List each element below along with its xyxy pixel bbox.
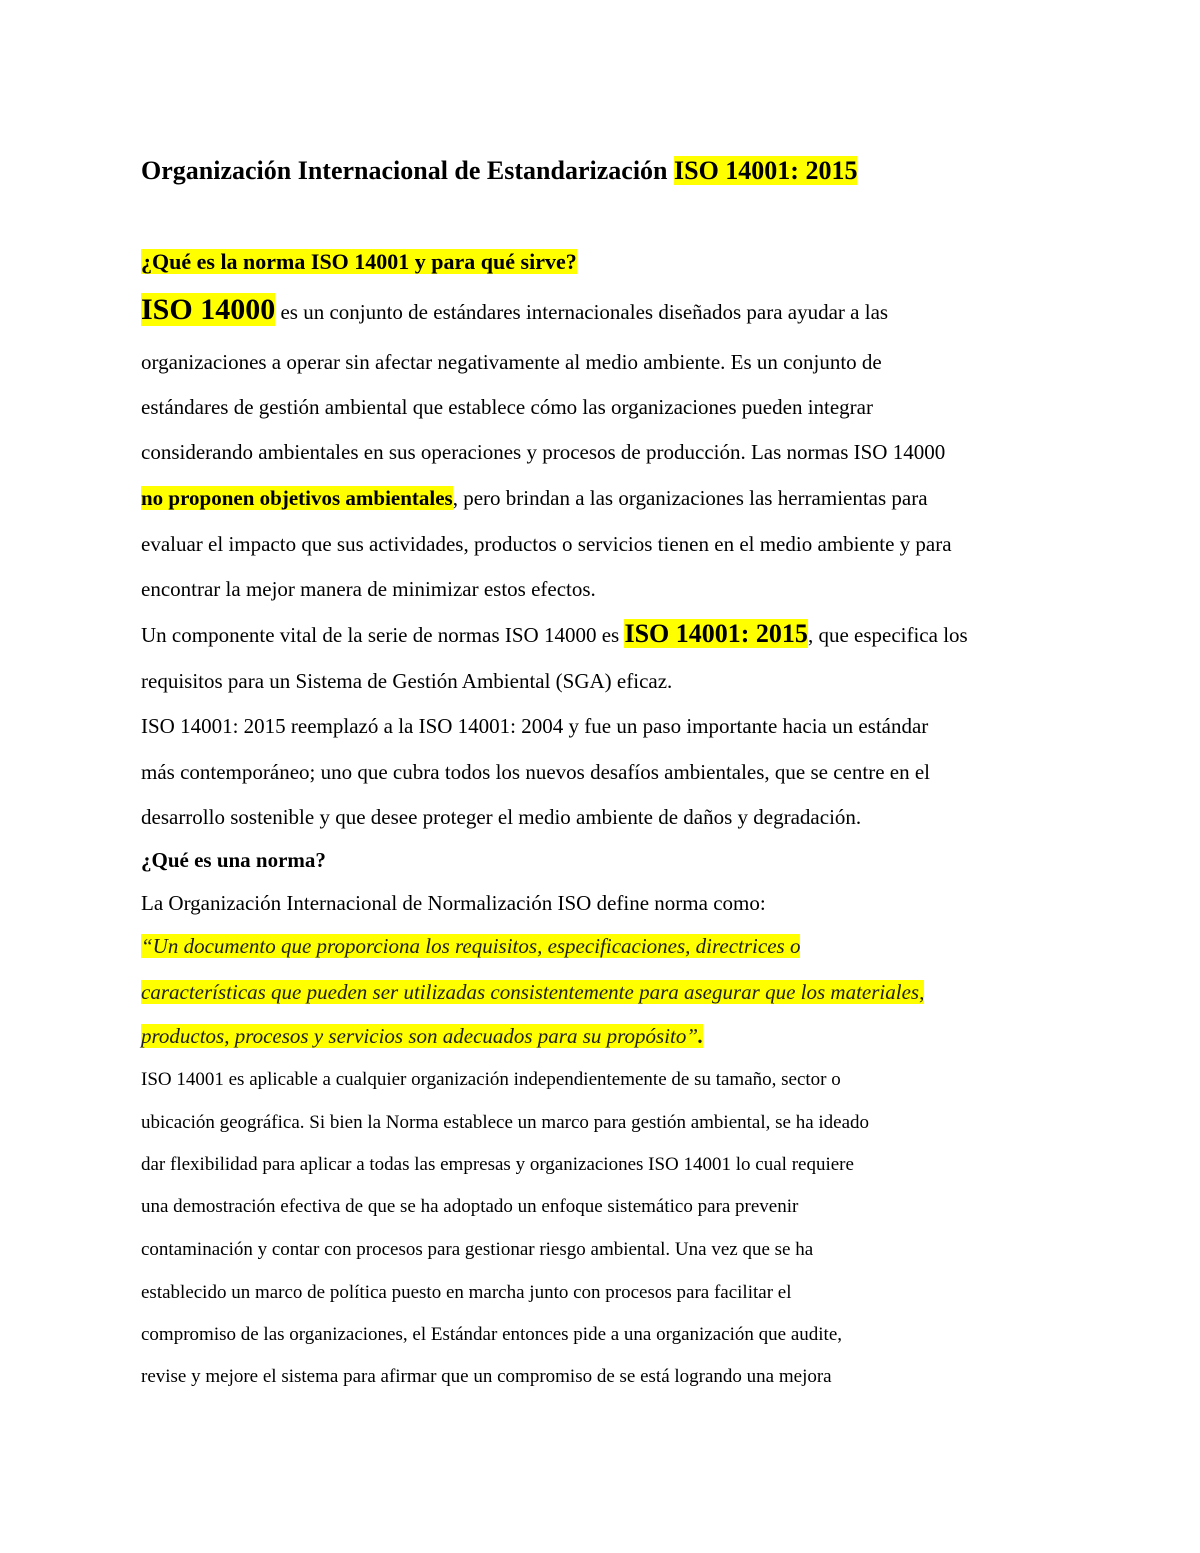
paragraph-1-line-4: considerando ambientales en sus operaciones y procesos de producción. Las normas ISO 14000 (141, 440, 946, 464)
paragraph-5-line-8: revise y mejore el sistema para afirmar que un compromiso de se está logrando una mejora (141, 1366, 832, 1387)
title-highlight: ISO 14001: 2015 (674, 156, 858, 185)
paragraph-5-line-3: dar flexibilidad para aplicar a todas las empresas y organizaciones ISO 14001 lo cual requiere (141, 1154, 854, 1175)
quote-line-1 (141, 932, 800, 960)
quote-line-3 (141, 1022, 703, 1050)
paragraph-3-line-2: más contemporáneo; uno que cubra todos los nuevos desafíos ambientales, que se centre en el (141, 760, 931, 784)
title-text: Organización Internacional de Estandarización (141, 156, 674, 185)
paragraph-1-line-6: evaluar el impacto que sus actividades, productos o servicios tienen en el medio ambiente y para (141, 532, 952, 556)
question-heading-1 (141, 247, 577, 277)
paragraph-5-line-4: una demostración efectiva de que se ha adoptado un enfoque sistemático para prevenir (141, 1196, 799, 1217)
question-heading-2: ¿Qué es una norma? (141, 848, 326, 872)
paragraph-1-line-5 (141, 484, 928, 512)
quote-line-2 (141, 978, 924, 1006)
paragraph-1-line-2: organizaciones a operar sin afectar negativamente al medio ambiente. Es un conjunto de (141, 350, 882, 374)
paragraph-1-line-7: encontrar la mejor manera de minimizar estos efectos. (141, 577, 596, 601)
paragraph-5-line-1: ISO 14001 es aplicable a cualquier organización independientemente de su tamaño, sector o (141, 1069, 841, 1090)
p2-line1-start: Un componente vital de la serie de normas ISO 14000 es (141, 623, 625, 647)
paragraph-4-line-1: La Organización Internacional de Normalización ISO define norma como: (141, 891, 766, 915)
quote-end: . (698, 1024, 704, 1048)
p1-line1-rest: es un conjunto de estándares internacionales diseñados para ayudar a las (275, 300, 889, 324)
paragraph-5-line-6: establecido un marco de política puesto en marcha junto con procesos para facilitar el (141, 1282, 792, 1303)
paragraph-2-line-1 (141, 620, 968, 649)
paragraph-1-line-3: estándares de gestión ambiental que establece cómo las organizaciones pueden integrar (141, 395, 873, 419)
p2-line1-rest: , que especifica los (807, 623, 968, 647)
quote-line-1-text: “Un documento que proporciona los requisitos, especificaciones, directrices o (141, 934, 801, 958)
quote-line-3-text: productos, procesos y servicios son adecuados para su propósito” (141, 1024, 699, 1048)
paragraph-5-line-7: compromiso de las organizaciones, el Estándar entonces pide a una organización que audite, (141, 1324, 842, 1345)
paragraph-5-line-5: contaminación y contar con procesos para gestionar riesgo ambiental. Una vez que se ha (141, 1239, 814, 1260)
quote-line-2-text: características que pueden ser utilizadas consistentemente para asegurar que los materiales, (141, 980, 925, 1004)
paragraph-2-line-2: requisitos para un Sistema de Gestión Ambiental (SGA) eficaz. (141, 669, 673, 693)
paragraph-3-line-1: ISO 14001: 2015 reemplazó a la ISO 14001: 2004 y fue un paso importante hacia un estándar (141, 714, 929, 738)
question-1-text: ¿Qué es la norma ISO 14001 y para qué sirve? (141, 249, 577, 274)
iso-14000-highlight: ISO 14000 (141, 293, 276, 326)
paragraph-3-line-3: desarrollo sostenible y que desee proteger el medio ambiente de daños y degradación. (141, 805, 862, 829)
p1-line5-rest: , pero brindan a las organizaciones las herramientas para (452, 486, 928, 510)
iso-14001-2015-highlight: ISO 14001: 2015 (624, 619, 808, 648)
document-title (141, 154, 857, 188)
no-objetivos-highlight: no proponen objetivos ambientales (141, 486, 453, 510)
paragraph-5-line-2: ubicación geográfica. Si bien la Norma establece un marco para gestión ambiental, se ha ideado (141, 1112, 870, 1133)
paragraph-1-line-1 (141, 293, 889, 326)
